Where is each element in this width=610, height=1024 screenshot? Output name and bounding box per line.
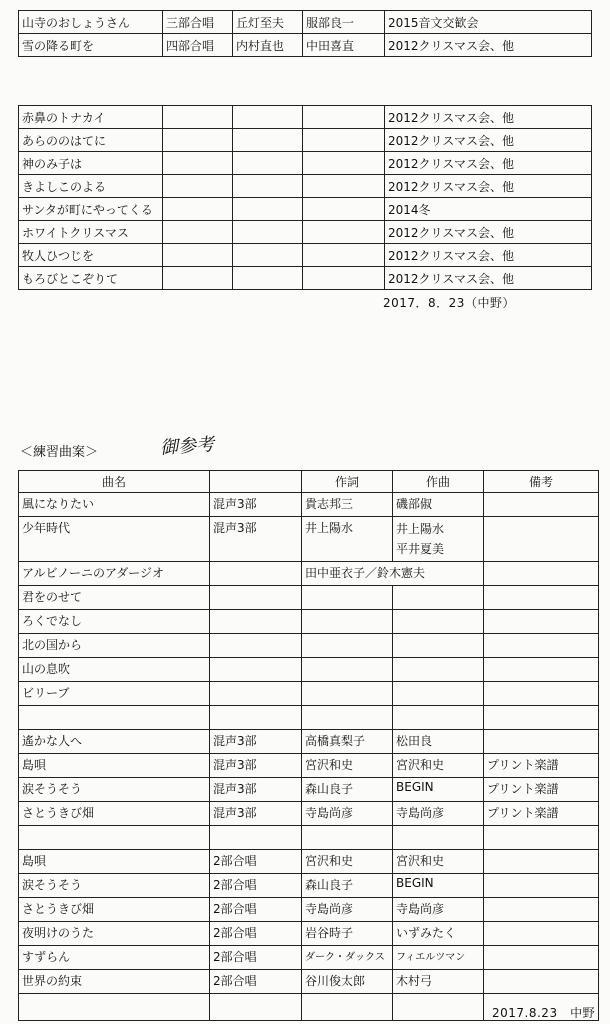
cell-composer <box>393 610 484 634</box>
cell-remarks: 2014冬 <box>385 198 592 221</box>
table-row <box>19 610 599 634</box>
table-row <box>19 106 592 129</box>
table-header-row <box>19 471 599 493</box>
cell-composer: 宮沢和史 <box>393 754 484 778</box>
cell-lyricist <box>302 634 393 658</box>
cell-remarks <box>484 634 599 658</box>
cell-title: 涙そうそう <box>19 874 210 898</box>
cell-composer <box>393 658 484 682</box>
cell-lyricist <box>302 610 393 634</box>
cell-voicing: 混声3部 <box>210 730 302 754</box>
composer-line-1: 井上陽水 <box>396 522 445 536</box>
cell-voicing <box>163 244 233 267</box>
header-composer: 作曲 <box>393 471 484 493</box>
cell-lyricist: 丘灯至夫 <box>233 11 303 34</box>
cell-title: あらののはてに <box>19 129 163 152</box>
table-row <box>19 970 599 994</box>
cell-title: アルビノーニのアダージオ <box>19 562 210 586</box>
cell-title: ビリーブ <box>19 682 210 706</box>
cell-composer <box>393 826 484 850</box>
cell-lyricist <box>233 267 303 290</box>
cell-remarks: プリント楽譜 <box>484 778 599 802</box>
cell-lyricist <box>233 152 303 175</box>
cell-remarks <box>484 493 599 517</box>
cell-title: 神のみ子は <box>19 152 163 175</box>
cell-remarks <box>484 850 599 874</box>
cell-lyricist <box>302 658 393 682</box>
cell-composer: 宮沢和史 <box>393 850 484 874</box>
cell-voicing: 2部合唱 <box>210 922 302 946</box>
table-row <box>19 34 592 57</box>
table-row <box>19 946 599 970</box>
cell-title: 夜明けのうた <box>19 922 210 946</box>
cell-lyricist: ダーク・ダックス <box>302 946 393 970</box>
cell-voicing: 三部合唱 <box>163 11 233 34</box>
cell-remarks: 2015音文交歓会 <box>385 11 592 34</box>
cell-title <box>19 706 210 730</box>
cell-lyricist <box>302 826 393 850</box>
christmas-song-table <box>18 105 592 290</box>
cell-title: 少年時代 <box>19 517 210 562</box>
handwritten-note: 御参考 <box>159 434 215 459</box>
cell-lyricist: 寺島尚彦 <box>302 898 393 922</box>
cell-composer <box>393 634 484 658</box>
cell-voicing <box>163 221 233 244</box>
cell-lyricist <box>233 221 303 244</box>
cell-composer <box>393 994 484 1021</box>
cell-lyricist <box>302 994 393 1021</box>
cell-voicing: 混声3部 <box>210 802 302 826</box>
cell-voicing <box>210 658 302 682</box>
cell-composer: 寺島尚彦 <box>393 802 484 826</box>
cell-composer: フィエルツマン <box>393 946 484 970</box>
cell-voicing <box>163 106 233 129</box>
cell-title: ろくでなし <box>19 610 210 634</box>
practice-heading: ＜練習曲案＞ <box>20 445 99 460</box>
cell-remarks <box>484 946 599 970</box>
cell-voicing <box>163 152 233 175</box>
cell-composer: 松田良 <box>393 730 484 754</box>
cell-composer <box>393 586 484 610</box>
cell-voicing <box>163 129 233 152</box>
cell-composer: いずみたく <box>393 922 484 946</box>
cell-composer: BEGIN <box>393 874 484 898</box>
cell-voicing <box>163 267 233 290</box>
cell-remarks <box>484 610 599 634</box>
cell-title: 島唄 <box>19 754 210 778</box>
cell-title: 山の息吹 <box>19 658 210 682</box>
cell-lyricist <box>302 706 393 730</box>
cell-title: 遙かな人へ <box>19 730 210 754</box>
cell-title: 山寺のおしょうさん <box>19 11 163 34</box>
cell-lyricist: 高橋真梨子 <box>302 730 393 754</box>
cell-composer <box>303 221 385 244</box>
cell-remarks <box>484 562 599 586</box>
cell-composer <box>303 152 385 175</box>
cell-lyricist <box>302 586 393 610</box>
cell-lyricist <box>233 244 303 267</box>
cell-composer <box>393 706 484 730</box>
header-voicing <box>210 471 302 493</box>
table-row <box>19 682 599 706</box>
cell-title: もろびとこぞりて <box>19 267 163 290</box>
cell-voicing: 2部合唱 <box>210 970 302 994</box>
cell-lyricist: 内村直也 <box>233 34 303 57</box>
cell-lyricist <box>233 175 303 198</box>
cell-lyricist <box>233 106 303 129</box>
cell-title: 島唄 <box>19 850 210 874</box>
cell-remarks: プリント楽譜 <box>484 754 599 778</box>
cell-composer: 磯部俶 <box>393 493 484 517</box>
cell-composer <box>303 129 385 152</box>
cell-remarks: 2012クリスマス会、他 <box>385 221 592 244</box>
cell-composer: 木村弓 <box>393 970 484 994</box>
cell-remarks: プリント楽譜 <box>484 802 599 826</box>
cell-composer: BEGIN <box>393 778 484 802</box>
cell-remarks: 2012クリスマス会、他 <box>385 175 592 198</box>
cell-title: 雪の降る町を <box>19 34 163 57</box>
cell-lyricist: 宮沢和史 <box>302 754 393 778</box>
cell-voicing: 混声3部 <box>210 493 302 517</box>
cell-title: きよしこのよる <box>19 175 163 198</box>
cell-lyricist: 寺島尚彦 <box>302 802 393 826</box>
table-row <box>19 562 599 586</box>
cell-lyricist <box>233 129 303 152</box>
cell-voicing <box>210 586 302 610</box>
cell-lyricist: 井上陽水 <box>302 517 393 562</box>
cell-lyricist: 森山良子 <box>302 778 393 802</box>
cell-remarks <box>484 682 599 706</box>
table-row <box>19 826 599 850</box>
cell-lyricist: 谷川俊太郎 <box>302 970 393 994</box>
table-row <box>19 586 599 610</box>
table-row <box>19 198 592 221</box>
composer-line-2: 平井夏美 <box>396 542 445 556</box>
cell-voicing: 2部合唱 <box>210 898 302 922</box>
cell-remarks: 2012クリスマス会、他 <box>385 152 592 175</box>
header-title: 曲名 <box>19 471 210 493</box>
cell-voicing: 混声3部 <box>210 754 302 778</box>
cell-title: 風になりたい <box>19 493 210 517</box>
cell-remarks <box>484 517 599 562</box>
cell-voicing <box>210 634 302 658</box>
table-row <box>19 730 599 754</box>
header-remarks: 備考 <box>484 471 599 493</box>
cell-voicing <box>210 682 302 706</box>
table-row <box>19 493 599 517</box>
cell-composer <box>393 682 484 706</box>
cell-title: 牧人ひつじを <box>19 244 163 267</box>
cell-title: ホワイトクリスマス <box>19 221 163 244</box>
cell-remarks: 2012クリスマス会、他 <box>385 244 592 267</box>
cell-title: 君をのせて <box>19 586 210 610</box>
cell-remarks <box>484 922 599 946</box>
cell-voicing: 四部合唱 <box>163 34 233 57</box>
cell-title: サンタが町にやってくる <box>19 198 163 221</box>
cell-composer <box>303 244 385 267</box>
practice-song-table <box>18 470 599 1021</box>
cell-lyricist <box>302 682 393 706</box>
table-row <box>19 129 592 152</box>
cell-lyricist: 森山良子 <box>302 874 393 898</box>
cell-voicing <box>210 994 302 1021</box>
table-row <box>19 267 592 290</box>
cell-remarks: 2012クリスマス会、他 <box>385 106 592 129</box>
cell-remarks <box>484 898 599 922</box>
cell-lyricist <box>233 198 303 221</box>
cell-composer: 中田喜直 <box>303 34 385 57</box>
cell-remarks <box>484 706 599 730</box>
cell-remarks <box>484 874 599 898</box>
cell-remarks <box>484 970 599 994</box>
date-note-2: 2017.8.23 中野 <box>492 1006 596 1020</box>
table-row <box>19 658 599 682</box>
cell-remarks <box>484 586 599 610</box>
cell-voicing <box>210 706 302 730</box>
cell-composer <box>393 517 484 562</box>
cell-lyricist: 宮沢和史 <box>302 850 393 874</box>
cell-title: さとうきび畑 <box>19 898 210 922</box>
cell-title: 北の国から <box>19 634 210 658</box>
cell-voicing <box>210 562 302 586</box>
cell-credit: 田中亜衣子／鈴木憲夫 <box>302 562 484 586</box>
cell-remarks: 2012クリスマス会、他 <box>385 34 592 57</box>
table-row <box>19 244 592 267</box>
cell-voicing <box>210 826 302 850</box>
cell-composer: 寺島尚彦 <box>393 898 484 922</box>
cell-voicing <box>163 198 233 221</box>
cell-voicing <box>163 175 233 198</box>
table-row <box>19 898 599 922</box>
table-row <box>19 517 599 562</box>
cell-composer <box>303 175 385 198</box>
cell-title <box>19 994 210 1021</box>
table-row <box>19 778 599 802</box>
cell-remarks <box>484 658 599 682</box>
table-row <box>19 706 599 730</box>
cell-composer: 服部良一 <box>303 11 385 34</box>
cell-title: 世界の約束 <box>19 970 210 994</box>
table-row <box>19 754 599 778</box>
cell-remarks: 2012クリスマス会、他 <box>385 267 592 290</box>
cell-title: すずらん <box>19 946 210 970</box>
cell-voicing: 混声3部 <box>210 778 302 802</box>
cell-title: 赤鼻のトナカイ <box>19 106 163 129</box>
date-note-1: 2017．8．23（中野） <box>383 296 515 310</box>
header-lyricist: 作詞 <box>302 471 393 493</box>
table-row <box>19 922 599 946</box>
table-row <box>19 175 592 198</box>
top-song-table <box>18 10 592 57</box>
table-row <box>19 874 599 898</box>
cell-lyricist: 貴志邦三 <box>302 493 393 517</box>
cell-composer <box>303 198 385 221</box>
cell-voicing <box>210 610 302 634</box>
table-row <box>19 221 592 244</box>
cell-remarks: 2012クリスマス会、他 <box>385 129 592 152</box>
cell-remarks <box>484 730 599 754</box>
cell-voicing: 混声3部 <box>210 517 302 562</box>
cell-remarks <box>484 826 599 850</box>
cell-voicing: 2部合唱 <box>210 874 302 898</box>
table-row <box>19 850 599 874</box>
table-row <box>19 11 592 34</box>
cell-title <box>19 826 210 850</box>
table-row <box>19 152 592 175</box>
cell-composer <box>303 267 385 290</box>
cell-title: 涙そうそう <box>19 778 210 802</box>
cell-voicing: 2部合唱 <box>210 850 302 874</box>
table-row <box>19 802 599 826</box>
cell-voicing: 2部合唱 <box>210 946 302 970</box>
cell-lyricist: 岩谷時子 <box>302 922 393 946</box>
table-row <box>19 634 599 658</box>
cell-title: さとうきび畑 <box>19 802 210 826</box>
cell-composer <box>303 106 385 129</box>
